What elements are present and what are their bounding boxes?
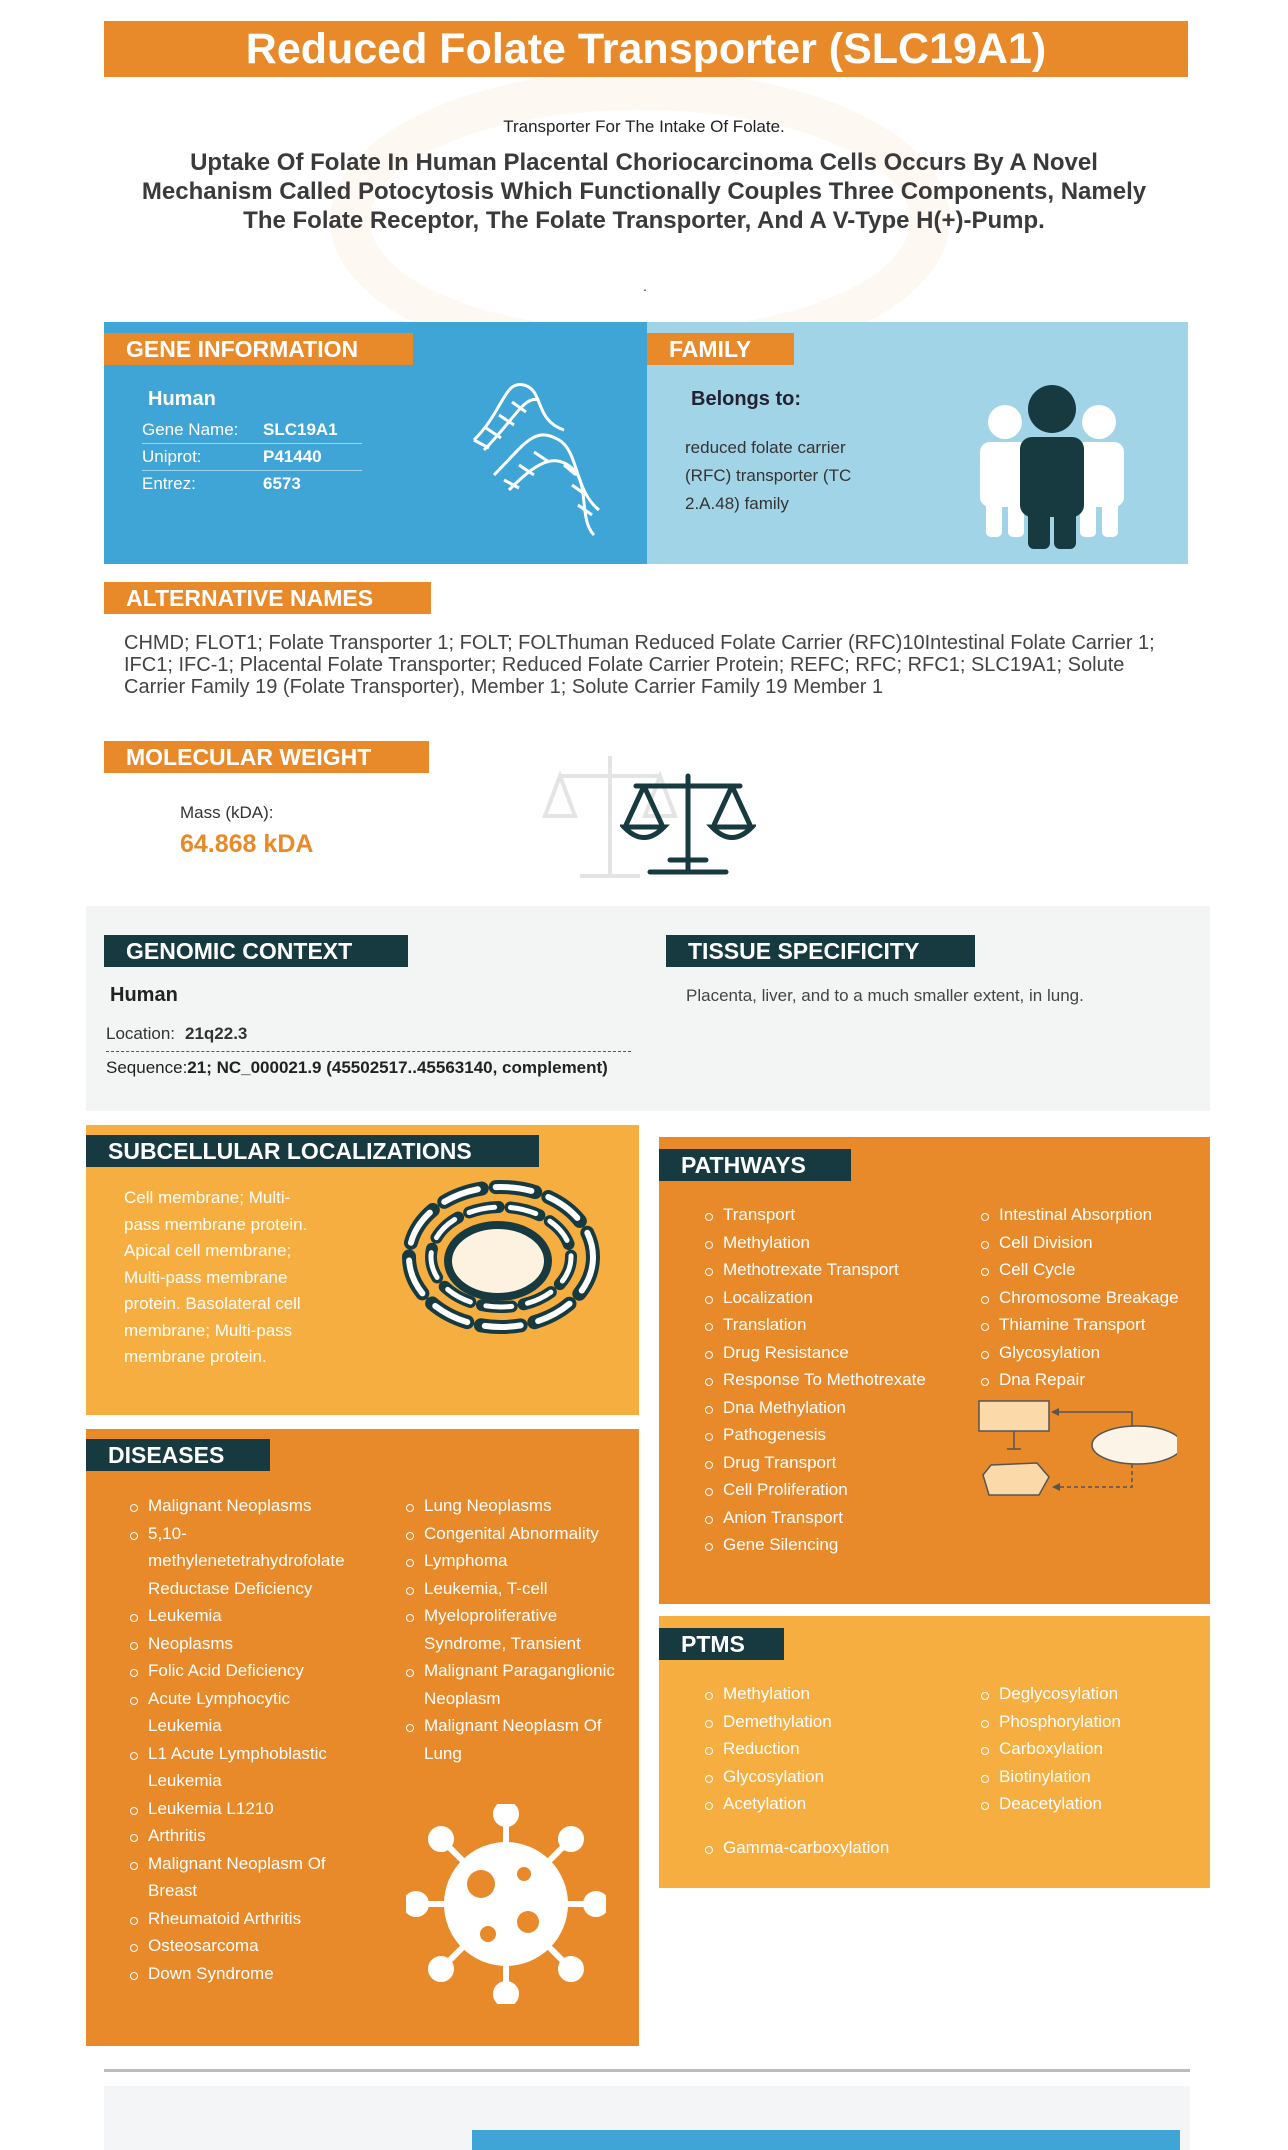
- ptm-item: Deacetylation: [977, 1790, 1202, 1818]
- separator-dot: .: [643, 278, 647, 294]
- summary: Uptake Of Folate In Human Placental Choriocarcinoma Cells Occurs By A Novel Mechanism Called Potocytosis Which Functionally Couples Three Components, Namely The Folate Receptor, The Folate Transporter, And A V-Type H(+)-Pump.: [141, 149, 1147, 234]
- pathway-item: Thiamine Transport: [977, 1311, 1202, 1339]
- disease-item: Acute Lymphocytic Leukemia: [126, 1685, 356, 1740]
- gene-name-label: Gene Name:: [142, 420, 239, 439]
- disease-item: Rheumatoid Arthritis: [126, 1905, 356, 1933]
- diseases-list-left: [126, 1492, 356, 1987]
- disease-item: Leukemia: [126, 1602, 356, 1630]
- pathway-diagram-icon: [977, 1397, 1177, 1512]
- location-label: Location:: [106, 1024, 175, 1043]
- disease-item: Neoplasms: [126, 1630, 356, 1658]
- pathway-item: Pathogenesis: [701, 1421, 931, 1449]
- pathway-item: Localization: [701, 1284, 931, 1312]
- disease-item: Malignant Neoplasm Of Lung: [402, 1712, 622, 1767]
- gene-species: Human: [148, 388, 216, 410]
- disease-item: Folic Acid Deficiency: [126, 1657, 356, 1685]
- cell-organelle-icon: [396, 1165, 606, 1345]
- ptm-item: Demethylation: [701, 1708, 931, 1736]
- ptm-item: Reduction: [701, 1735, 931, 1763]
- ptms-list-left: [701, 1680, 931, 1818]
- diseases-panel: [86, 1429, 639, 2046]
- family-panel: [647, 322, 1188, 564]
- subcellular-panel: [86, 1125, 639, 1415]
- gene-row-name: [142, 417, 362, 444]
- virus-icon: [406, 1804, 606, 2004]
- gene-row-uniprot: [142, 444, 362, 471]
- pathways-list-left: [701, 1201, 931, 1559]
- sequence-value: 21; NC_000021.9 (45502517..45563140, complement): [187, 1058, 608, 1077]
- pathway-item: Anion Transport: [701, 1504, 931, 1532]
- gene-information-panel: [104, 322, 647, 564]
- disease-item: L1 Acute Lymphoblastic Leukemia: [126, 1740, 356, 1795]
- uniprot-label: Uniprot:: [142, 447, 202, 466]
- disease-item: Leukemia L1210: [126, 1795, 356, 1823]
- disease-item: 5,10-methylenetetrahydrofolate Reductase Deficiency: [126, 1520, 356, 1603]
- pathway-item: Intestinal Absorption: [977, 1201, 1202, 1229]
- pathway-item: Dna Repair: [977, 1366, 1202, 1394]
- location-value: 21q22.3: [185, 1024, 248, 1043]
- page-title: Reduced Folate Transporter (SLC19A1): [104, 21, 1188, 77]
- subtitle: Transporter For The Intake Of Folate.: [503, 117, 785, 136]
- ptm-item: Gamma-carboxylation: [701, 1834, 1001, 1862]
- pathway-item: Cell Proliferation: [701, 1476, 931, 1504]
- scale-icon: [620, 770, 756, 880]
- uniprot-value: P41440: [263, 447, 322, 466]
- disease-item: Lung Neoplasms: [402, 1492, 622, 1520]
- gene-name-value: SLC19A1: [263, 420, 338, 439]
- ptm-item: Phosphorylation: [977, 1708, 1202, 1736]
- pathways-header: PATHWAYS: [659, 1149, 851, 1181]
- ptm-item: Glycosylation: [701, 1763, 931, 1791]
- subcellular-header: SUBCELLULAR LOCALIZATIONS: [86, 1135, 539, 1167]
- tissue-specificity-text: Placenta, liver, and to a much smaller extent, in lung.: [686, 986, 1084, 1005]
- pathway-item: Response To Methotrexate: [701, 1366, 931, 1394]
- pathway-item: Dna Methylation: [701, 1394, 931, 1422]
- ptm-item: Methylation: [701, 1680, 931, 1708]
- gene-row-entrez: [142, 471, 362, 498]
- alternative-names-text: CHMD; FLOT1; Folate Transporter 1; FOLT; FOLThuman Reduced Folate Carrier (RFC)10Intestinal Folate Carrier 1; IFC1; IFC-1; Placental Folate Transporter; Reduced Folate Carrier Protein; REFC; RFC; RFC1; SLC19A1; Solute Carrier Family 19 (Folate Transporter), Member 1; Solute Carrier Family 19 Member 1: [124, 632, 1155, 698]
- dna-icon: [464, 380, 604, 540]
- alternative-names-header: ALTERNATIVE NAMES: [104, 582, 431, 614]
- disease-item: Congenital Abnormality: [402, 1520, 622, 1548]
- pathway-item: Methylation: [701, 1229, 931, 1257]
- family-header: FAMILY: [647, 333, 794, 365]
- ptms-header: PTMS: [659, 1628, 784, 1660]
- pathway-item: Translation: [701, 1311, 931, 1339]
- gene-information-header: GENE INFORMATION: [104, 333, 413, 365]
- disease-item: Malignant Neoplasms: [126, 1492, 356, 1520]
- genomic-sequence: [106, 1058, 608, 1078]
- ptm-item: Carboxylation: [977, 1735, 1202, 1763]
- pathway-item: Drug Transport: [701, 1449, 931, 1477]
- footer-divider: [104, 2069, 1190, 2072]
- diseases-header: DISEASES: [86, 1439, 270, 1471]
- genomic-location: [106, 1024, 247, 1044]
- disease-item: Myeloproliferative Syndrome, Transient: [402, 1602, 622, 1657]
- subcellular-text: Cell membrane; Multi-pass membrane protein. Apical cell membrane; Multi-pass membrane protein. Basolateral cell membrane; Multi-pass membrane protein.: [124, 1188, 308, 1366]
- disease-item: Osteosarcoma: [126, 1932, 356, 1960]
- disease-item: Down Syndrome: [126, 1960, 356, 1988]
- disease-item: Lymphoma: [402, 1547, 622, 1575]
- genomic-species: Human: [110, 984, 178, 1006]
- pathway-item: Transport: [701, 1201, 931, 1229]
- sequence-label: Sequence:: [106, 1058, 188, 1077]
- disease-item: Arthritis: [126, 1822, 356, 1850]
- family-text: reduced folate carrier (RFC) transporter (TC 2.A.48) family: [685, 438, 852, 513]
- pathways-list-right: [977, 1201, 1202, 1394]
- ptm-item: Biotinylation: [977, 1763, 1202, 1791]
- pathway-item: Chromosome Breakage: [977, 1284, 1202, 1312]
- genomic-tissue-panel: [86, 906, 1210, 1111]
- pathway-item: Cell Cycle: [977, 1256, 1202, 1284]
- ptms-list-extra: [701, 1834, 1001, 1862]
- pathways-panel: [659, 1137, 1210, 1604]
- tissue-specificity-header: TISSUE SPECIFICITY: [666, 935, 975, 967]
- ptm-item: Acetylation: [701, 1790, 931, 1818]
- entrez-value: 6573: [263, 474, 301, 493]
- footer-banner: [472, 2130, 1180, 2150]
- ptms-list-right: [977, 1680, 1202, 1818]
- ptms-panel: [659, 1616, 1210, 1888]
- family-belongs-label: Belongs to:: [691, 388, 801, 410]
- molecular-weight-header: MOLECULAR WEIGHT: [104, 741, 429, 773]
- people-icon: [972, 382, 1132, 552]
- pathway-item: Cell Division: [977, 1229, 1202, 1257]
- genomic-divider: [106, 1051, 631, 1052]
- pathway-item: Drug Resistance: [701, 1339, 931, 1367]
- disease-item: Malignant Paraganglionic Neoplasm: [402, 1657, 622, 1712]
- pathway-item: Gene Silencing: [701, 1531, 931, 1559]
- mass-label: Mass (kDA):: [180, 803, 274, 822]
- diseases-list-right: [402, 1492, 622, 1767]
- mass-value: 64.868 kDA: [180, 830, 314, 858]
- pathway-item: Methotrexate Transport: [701, 1256, 931, 1284]
- disease-item: Malignant Neoplasm Of Breast: [126, 1850, 356, 1905]
- pathway-item: Glycosylation: [977, 1339, 1202, 1367]
- disease-item: Leukemia, T-cell: [402, 1575, 622, 1603]
- entrez-label: Entrez:: [142, 474, 196, 493]
- ptm-item: Deglycosylation: [977, 1680, 1202, 1708]
- genomic-context-header: GENOMIC CONTEXT: [104, 935, 408, 967]
